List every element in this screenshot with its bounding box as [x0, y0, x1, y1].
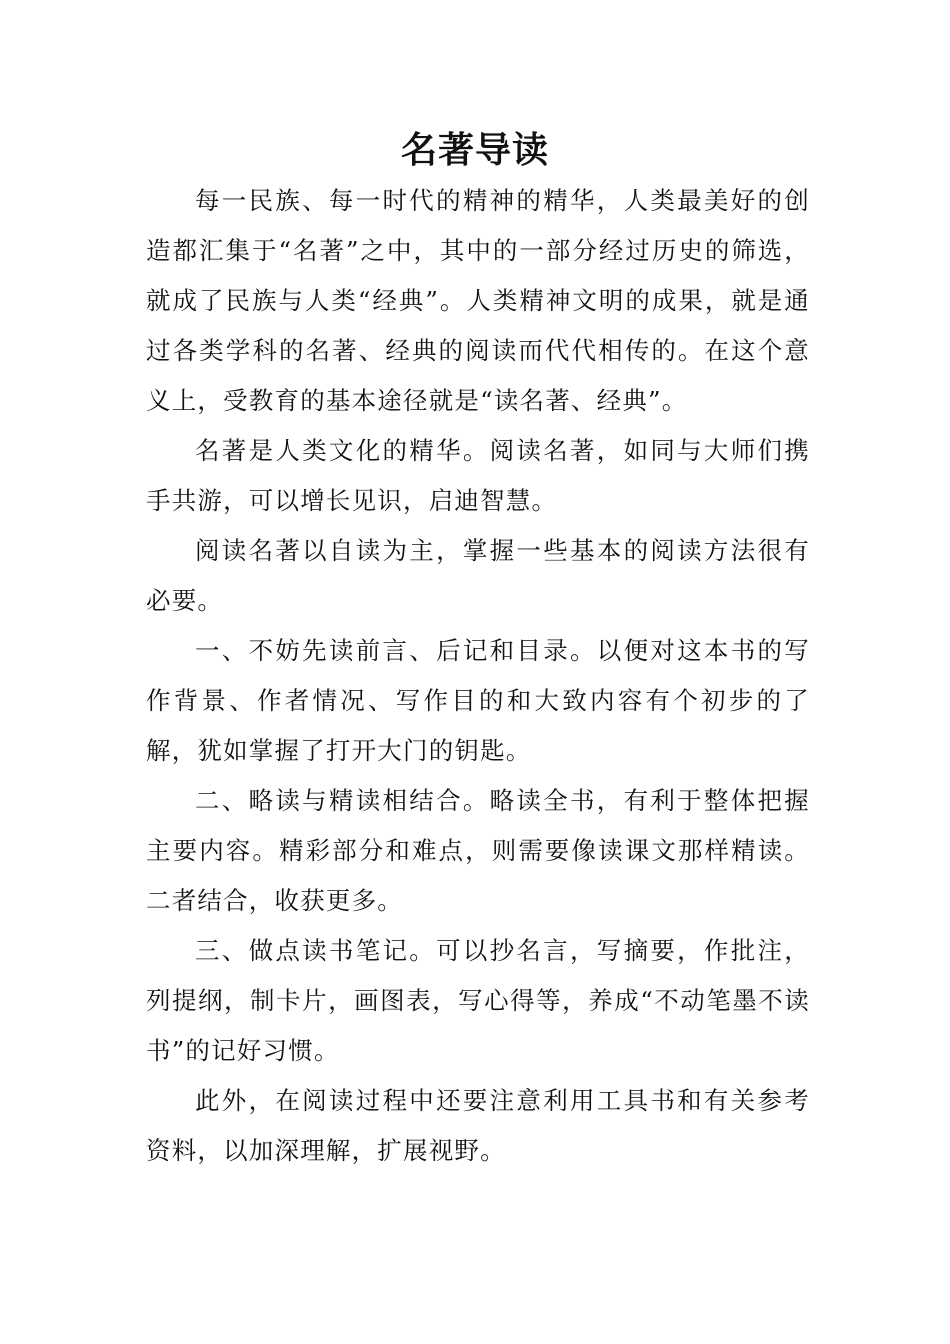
document-title: 名著导读	[400, 130, 549, 171]
paragraph: 名著是人类文化的精华。阅读名著，如同与大师们携手共游，可以增长见识，启迪智慧。	[146, 436, 810, 515]
document-body	[146, 176, 810, 1176]
paragraph: 每一民族、每一时代的精神的精华，人类最美好的创造都汇集于“名著”之中，其中的一部分经过历史的筛选，就成了民族与人类“经典”。人类精神文明的成果，就是通过各类学科的名著、经典的阅读而代代相传的。在这个意义上，受教育的基本途径就是“读名著、经典”。	[146, 186, 810, 415]
paragraph: 三、做点读书笔记。可以抄名言，写摘要，作批注，列提纲，制卡片，画图表，写心得等，养成“不动笔墨不读书”的记好习惯。	[146, 936, 810, 1065]
paragraph: 阅读名著以自读为主，掌握一些基本的阅读方法很有必要。	[146, 536, 810, 615]
paragraph: 一、不妨先读前言、后记和目录。以便对这本书的写作背景、作者情况、写作目的和大致内容有个初步的了解，犹如掌握了打开大门的钥匙。	[146, 636, 810, 765]
paragraph: 此外，在阅读过程中还要注意利用工具书和有关参考资料，以加深理解，扩展视野。	[146, 1086, 810, 1165]
paragraph: 二、略读与精读相结合。略读全书，有利于整体把握主要内容。精彩部分和难点，则需要像读课文那样精读。二者结合，收获更多。	[146, 786, 810, 915]
